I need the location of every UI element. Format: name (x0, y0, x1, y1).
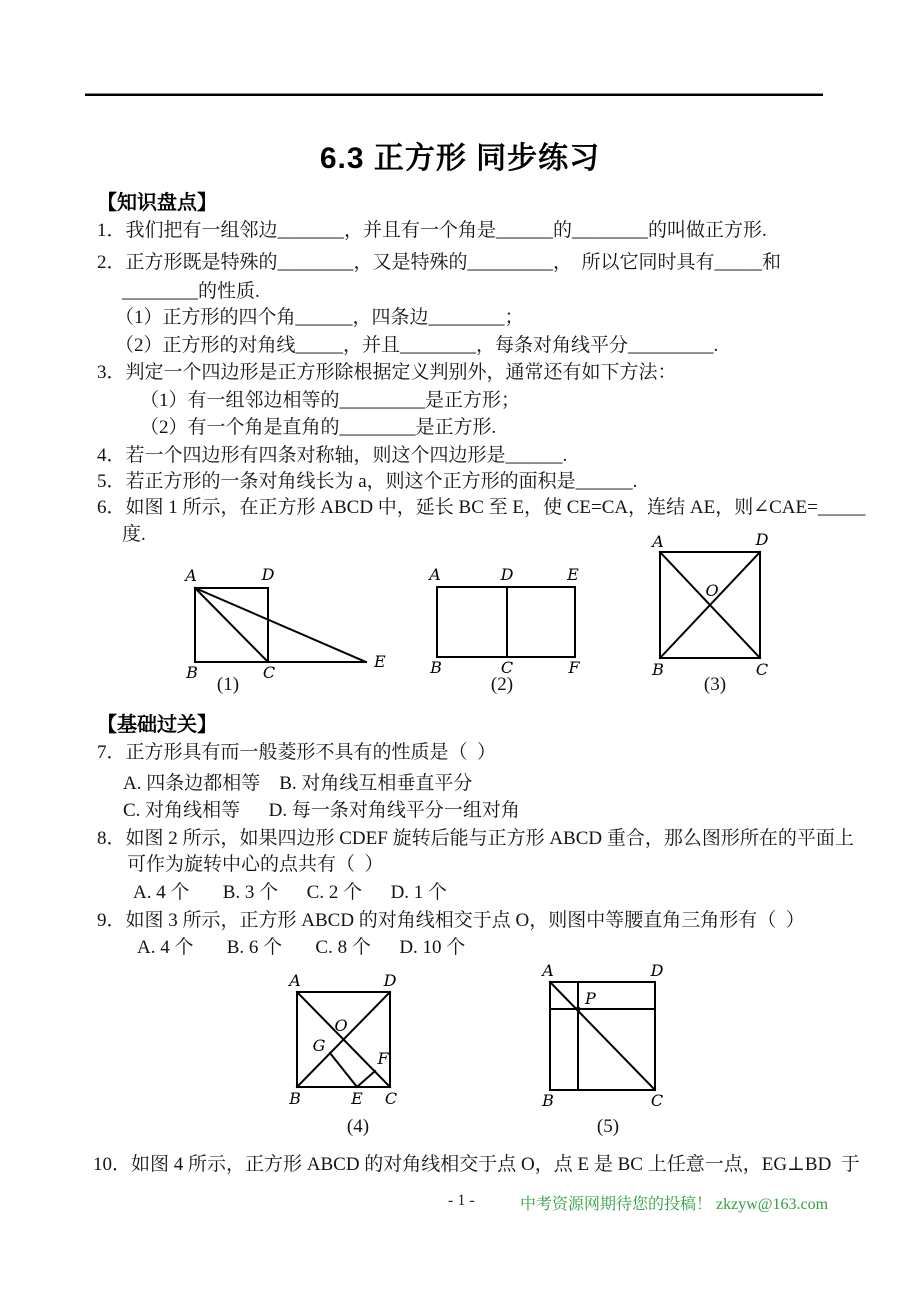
fig2-label-d: D (500, 565, 514, 584)
figure-3-square-with-diagonals (638, 532, 788, 690)
fig5-label-p: P (585, 989, 596, 1008)
fig3-label-o: O (705, 581, 719, 600)
fig1-label-e: E (374, 652, 386, 671)
fig4-label-b: B (289, 1089, 301, 1108)
fig1-segment-ae (195, 588, 366, 662)
fig3-label-c: C (755, 660, 769, 679)
question-9: 9．如图 3 所示，正方形 ABCD 的对角线相交于点 O，则图中等腰直角三角形有（ ） (97, 910, 805, 931)
fig1-diagonal-ac (195, 588, 268, 662)
question-6-cont: 度. (122, 524, 146, 545)
fig5-label-b: B (542, 1091, 554, 1110)
fig5-label-c: C (650, 1091, 664, 1110)
figure-5-caption: (5) (596, 1116, 620, 1137)
fig4-label-a: A (289, 972, 301, 990)
fig2-label-e: E (567, 565, 579, 584)
figure-4-caption: (4) (346, 1116, 370, 1137)
question-7-options-ab: A. 四条边都相等 B. 对角线互相垂直平分 (123, 773, 473, 794)
figure-1-caption: (1) (216, 674, 240, 695)
fig4-segment-eg (330, 1053, 357, 1087)
question-6: 6．如图 1 所示，在正方形 ABCD 中，延长 BC 至 E，使 CE=CA，连结 AE，则∠CAE=_____ (97, 497, 866, 518)
fig4-label-g: G (312, 1036, 326, 1055)
fig2-label-f: F (568, 658, 580, 677)
fig2-label-c: C (500, 658, 514, 677)
question-7: 7．正方形具有而一般菱形不具有的性质是（ ） (97, 742, 497, 763)
fig3-label-a: A (652, 532, 664, 551)
figure-5-square-with-point-p (533, 958, 683, 1113)
fig1-label-d: D (261, 565, 275, 584)
fig4-label-d: D (383, 972, 397, 990)
fig1-label-a: A (185, 566, 197, 585)
question-5: 5．若正方形的一条对角线长为 a，则这个正方形的面积是______. (97, 471, 638, 492)
fig2-label-a: A (429, 565, 441, 584)
fig5-label-d: D (650, 961, 664, 980)
fig4-label-f: F (377, 1049, 389, 1068)
question-1: 1．我们把有一组邻边_______，并且有一个角是______的________的叫做正方形. (97, 220, 767, 241)
figure-4-square-diagonals-e-g-f (283, 972, 413, 1117)
question-3-sub2: （2）有一个角是直角的________是正方形. (140, 417, 497, 438)
fig5-point-p-dot (576, 1007, 581, 1012)
question-4: 4．若一个四边形有四条对称轴，则这个四边形是______. (97, 445, 568, 466)
fig5-label-a: A (542, 961, 554, 980)
figure-2-double-square-abfe (425, 556, 595, 686)
fig5-diagonal-ac (550, 982, 655, 1090)
header-rule (85, 93, 823, 96)
fig1-label-c: C (262, 663, 276, 682)
figure-3-caption: (3) (703, 674, 727, 695)
fig3-label-b: B (652, 660, 664, 679)
question-3: 3．判定一个四边形是正方形除根据定义判别外，通常还有如下方法： (97, 362, 677, 383)
page-title: 6.3 正方形 同步练习 (319, 142, 601, 175)
footer-promo-text: 中考资源网期待您的投稿！ zkzyw@163.com (520, 1196, 829, 1213)
question-2: 2．正方形既是特殊的________，又是特殊的_________， 所以它同时具有_____和 (97, 252, 782, 273)
fig1-label-b: B (186, 663, 198, 682)
question-2-sub1: （1）正方形的四个角______，四条边________； (115, 307, 524, 328)
question-9-options: A. 4 个 B. 6 个 C. 8 个 D. 10 个 (137, 937, 466, 958)
question-10: 10．如图 4 所示，正方形 ABCD 的对角线相交于点 O，点 E 是 BC 上任意一点，EG⊥BD 于 (93, 1154, 860, 1175)
figure-1-square-abcd-extended-to-e (155, 556, 400, 686)
section-heading-basics: 【基础过关】 (97, 714, 217, 736)
question-8-cont: 可作为旋转中心的点共有（ ） (127, 854, 384, 875)
section-heading-knowledge: 【知识盘点】 (97, 192, 217, 214)
figure-2-caption: (2) (490, 674, 514, 695)
fig4-label-o: O (334, 1016, 348, 1035)
fig4-segment-ef (357, 1071, 375, 1087)
question-8-options: A. 4 个 B. 3 个 C. 2 个 D. 1 个 (133, 882, 448, 903)
question-2-sub2: （2）正方形的对角线_____，并且________，每条对角线平分_________. (115, 335, 719, 356)
fig2-label-b: B (430, 658, 442, 677)
question-7-options-cd: C. 对角线相等 D. 每一条对角线平分一组对角 (123, 800, 520, 821)
fig4-label-c: C (384, 1089, 398, 1108)
page-number: - 1 - (448, 1192, 475, 1209)
fig3-label-d: D (755, 532, 769, 549)
fig4-label-e: E (351, 1089, 363, 1108)
question-2-cont: ________的性质. (122, 281, 260, 302)
question-8: 8．如图 2 所示，如果四边形 CDEF 旋转后能与正方形 ABCD 重合，那么图形所在的平面上 (97, 828, 854, 849)
question-3-sub1: （1）有一组邻边相等的_________是正方形； (140, 390, 521, 411)
